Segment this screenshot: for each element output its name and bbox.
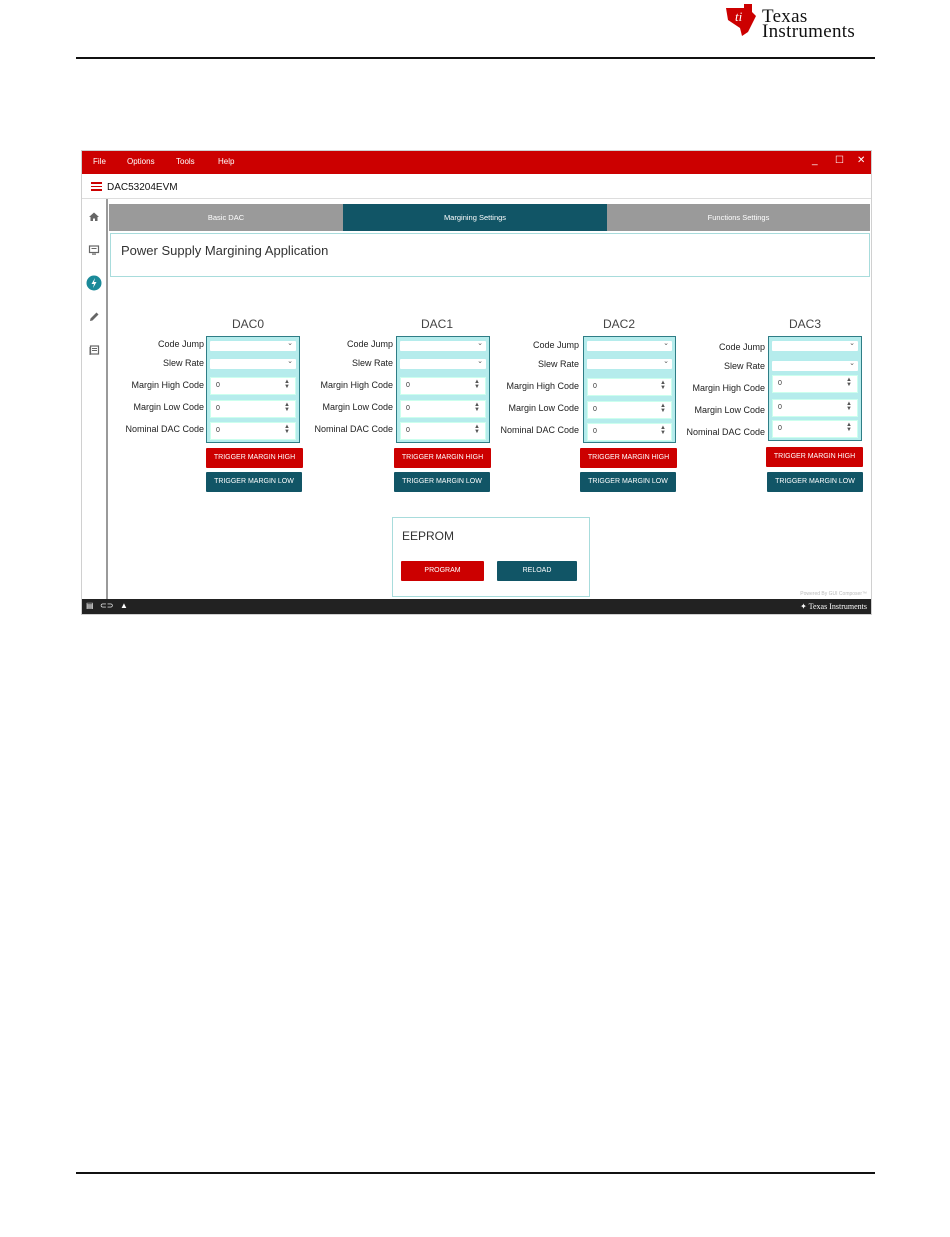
spinner-icon[interactable]: ▲ ▼ bbox=[474, 402, 480, 413]
dac1-settings-box bbox=[396, 336, 490, 443]
dac1-slew-rate-select[interactable] bbox=[400, 359, 486, 369]
spinner-icon[interactable]: ▲ ▼ bbox=[660, 425, 666, 436]
ti-logo-icon bbox=[722, 2, 758, 38]
dac0-margin-low-input[interactable]: 0 ▲ ▼ bbox=[210, 400, 296, 418]
chevron-down-icon: ⌄ bbox=[663, 358, 669, 365]
dac0-trigger-low-button[interactable]: TRIGGER MARGIN LOW bbox=[206, 472, 302, 492]
dac3-trigger-low-button[interactable]: TRIGGER MARGIN LOW bbox=[767, 472, 863, 492]
chevron-down-icon: ⌄ bbox=[849, 360, 855, 367]
spinner-icon[interactable]: ▲ ▼ bbox=[660, 380, 666, 391]
spinner-icon[interactable]: ▲ ▼ bbox=[846, 422, 852, 433]
chevron-down-icon: ⌄ bbox=[477, 358, 483, 365]
dac0-code-jump-label: Code Jump bbox=[157, 339, 204, 349]
dac1-margin-low-label: Margin Low Code bbox=[322, 402, 393, 412]
spinner-icon[interactable]: ▲ ▼ bbox=[474, 424, 480, 435]
chevron-down-icon: ⌄ bbox=[287, 340, 293, 347]
dac2-slew-rate-select[interactable] bbox=[587, 359, 672, 369]
dac2-trigger-low-button[interactable]: TRIGGER MARGIN LOW bbox=[580, 472, 676, 492]
dac2-title: DAC2 bbox=[603, 317, 636, 331]
dac3-trigger-high-button[interactable]: TRIGGER MARGIN HIGH bbox=[766, 447, 863, 467]
app-window bbox=[81, 150, 872, 615]
ti-mini-logo-icon: ✦ bbox=[800, 602, 807, 611]
dac2-margin-high-label: Margin High Code bbox=[506, 381, 579, 391]
reload-button[interactable]: RELOAD bbox=[497, 561, 577, 581]
dac1-code-jump-label: Code Jump bbox=[346, 339, 393, 349]
spinner-icon[interactable]: ▲ ▼ bbox=[474, 379, 480, 390]
sidebar bbox=[82, 199, 108, 599]
home-icon[interactable] bbox=[86, 209, 102, 225]
dac1-slew-rate-label: Slew Rate bbox=[351, 358, 393, 368]
menu-bar bbox=[82, 151, 871, 174]
menu-help[interactable]: Help bbox=[218, 157, 235, 166]
hamburger-menu-icon[interactable] bbox=[91, 182, 102, 190]
status-bar-brand: ✦ Texas Instruments bbox=[800, 602, 867, 611]
logo-line-2: Instruments bbox=[762, 21, 856, 42]
dac2-nominal-label: Nominal DAC Code bbox=[500, 425, 579, 435]
connection-icon[interactable]: ⊂⊃ bbox=[100, 601, 114, 610]
footer-rule bbox=[76, 1172, 875, 1174]
dac1-code-jump-select[interactable] bbox=[400, 341, 486, 351]
dac3-title: DAC3 bbox=[789, 317, 822, 331]
app-title: DAC53204EVM bbox=[107, 182, 178, 193]
dac0-title: DAC0 bbox=[232, 317, 265, 331]
eeprom-card bbox=[392, 517, 590, 597]
menu-tools[interactable]: Tools bbox=[176, 157, 195, 166]
powered-by-text: Powered By GUI Composer™ bbox=[800, 591, 867, 597]
dac0-nominal-label: Nominal DAC Code bbox=[125, 424, 204, 434]
dac3-margin-high-input[interactable]: 0 ▲ ▼ bbox=[772, 375, 858, 393]
dac2-slew-rate-label: Slew Rate bbox=[537, 359, 579, 369]
header-rule bbox=[76, 57, 875, 59]
dac2-code-jump-label: Code Jump bbox=[532, 340, 579, 350]
dac3-code-jump-label: Code Jump bbox=[718, 342, 765, 352]
dac3-slew-rate-label: Slew Rate bbox=[723, 361, 765, 371]
monitor-icon[interactable] bbox=[86, 242, 102, 258]
tab-bar bbox=[109, 204, 870, 231]
dac2-margin-high-input[interactable]: 0 ▲ ▼ bbox=[587, 378, 672, 396]
dac0-slew-rate-select[interactable] bbox=[210, 359, 296, 369]
spinner-icon[interactable]: ▲ ▼ bbox=[846, 401, 852, 412]
eeprom-title: EEPROM bbox=[402, 529, 455, 543]
dac1-title: DAC1 bbox=[421, 317, 454, 331]
dac3-margin-low-input[interactable]: 0 ▲ ▼ bbox=[772, 399, 858, 417]
dac2-code-jump-select[interactable] bbox=[587, 341, 672, 351]
notebook-icon[interactable]: ▤ bbox=[86, 601, 94, 610]
dac2-nominal-input[interactable]: 0 ▲ ▼ bbox=[587, 423, 672, 441]
chevron-down-icon: ⌄ bbox=[477, 340, 483, 347]
dac1-margin-high-input[interactable]: 0 ▲ ▼ bbox=[400, 377, 486, 395]
minimize-button[interactable]: _ bbox=[812, 155, 818, 166]
menu-options[interactable]: Options bbox=[127, 157, 155, 166]
title-bar bbox=[82, 174, 871, 199]
dac0-margin-high-label: Margin High Code bbox=[131, 380, 204, 390]
chevron-up-icon[interactable]: ▲ bbox=[120, 601, 128, 610]
spinner-icon[interactable]: ▲ ▼ bbox=[284, 379, 290, 390]
dac0-settings-box bbox=[206, 336, 300, 443]
dac2-trigger-high-button[interactable]: TRIGGER MARGIN HIGH bbox=[580, 448, 677, 468]
tab-margining-settings[interactable]: Margining Settings bbox=[343, 204, 607, 231]
dac2-margin-low-input[interactable]: 0 ▲ ▼ bbox=[587, 401, 672, 419]
tab-basic-dac[interactable]: Basic DAC bbox=[109, 204, 343, 231]
program-button[interactable]: PROGRAM bbox=[401, 561, 484, 581]
spinner-icon[interactable]: ▲ ▼ bbox=[284, 402, 290, 413]
dac0-margin-low-label: Margin Low Code bbox=[133, 402, 204, 412]
dac3-settings-box bbox=[768, 336, 862, 441]
dac1-nominal-input[interactable]: 0 ▲ ▼ bbox=[400, 422, 486, 440]
dac3-nominal-label: Nominal DAC Code bbox=[686, 427, 765, 437]
tab-functions-settings[interactable]: Functions Settings bbox=[607, 204, 870, 231]
dac3-margin-low-label: Margin Low Code bbox=[694, 405, 765, 415]
dac3-nominal-input[interactable]: 0 ▲ ▼ bbox=[772, 420, 858, 438]
spinner-icon[interactable]: ▲ ▼ bbox=[660, 403, 666, 414]
spinner-icon[interactable]: ▲ ▼ bbox=[284, 424, 290, 435]
close-button[interactable]: ✕ bbox=[857, 155, 866, 166]
menu-file[interactable]: File bbox=[93, 157, 106, 166]
chevron-down-icon: ⌄ bbox=[849, 340, 855, 347]
lightning-icon[interactable] bbox=[86, 275, 102, 291]
page-title: Power Supply Margining Application bbox=[121, 243, 329, 258]
dac3-margin-high-label: Margin High Code bbox=[692, 383, 765, 393]
dac1-margin-low-input[interactable]: 0 ▲ ▼ bbox=[400, 400, 486, 418]
status-bar bbox=[82, 599, 871, 614]
dac3-code-jump-select[interactable] bbox=[772, 341, 858, 351]
pencil-icon[interactable] bbox=[86, 309, 102, 325]
logo-line-1: Texas bbox=[762, 6, 808, 27]
dac0-nominal-input[interactable]: 0 ▲ ▼ bbox=[210, 422, 296, 440]
dac1-margin-high-label: Margin High Code bbox=[320, 380, 393, 390]
dac0-code-jump-select[interactable] bbox=[210, 341, 296, 351]
maximize-button[interactable]: ☐ bbox=[835, 155, 844, 166]
dac0-margin-high-input[interactable]: 0 ▲ ▼ bbox=[210, 377, 296, 395]
dac1-nominal-label: Nominal DAC Code bbox=[314, 424, 393, 434]
dac2-margin-low-label: Margin Low Code bbox=[508, 403, 579, 413]
svg-text:ti: ti bbox=[735, 9, 743, 24]
chevron-down-icon: ⌄ bbox=[663, 340, 669, 347]
dac2-settings-box bbox=[583, 336, 676, 443]
dac1-trigger-high-button[interactable]: TRIGGER MARGIN HIGH bbox=[394, 448, 491, 468]
dac1-trigger-low-button[interactable]: TRIGGER MARGIN LOW bbox=[394, 472, 490, 492]
chevron-down-icon: ⌄ bbox=[287, 358, 293, 365]
dac0-slew-rate-label: Slew Rate bbox=[162, 358, 204, 368]
spinner-icon[interactable]: ▲ ▼ bbox=[846, 377, 852, 388]
dac0-trigger-high-button[interactable]: TRIGGER MARGIN HIGH bbox=[206, 448, 303, 468]
page-header-card bbox=[110, 233, 870, 277]
dac3-slew-rate-select[interactable] bbox=[772, 361, 858, 371]
book-icon[interactable] bbox=[86, 342, 102, 358]
ti-logo bbox=[722, 2, 877, 40]
